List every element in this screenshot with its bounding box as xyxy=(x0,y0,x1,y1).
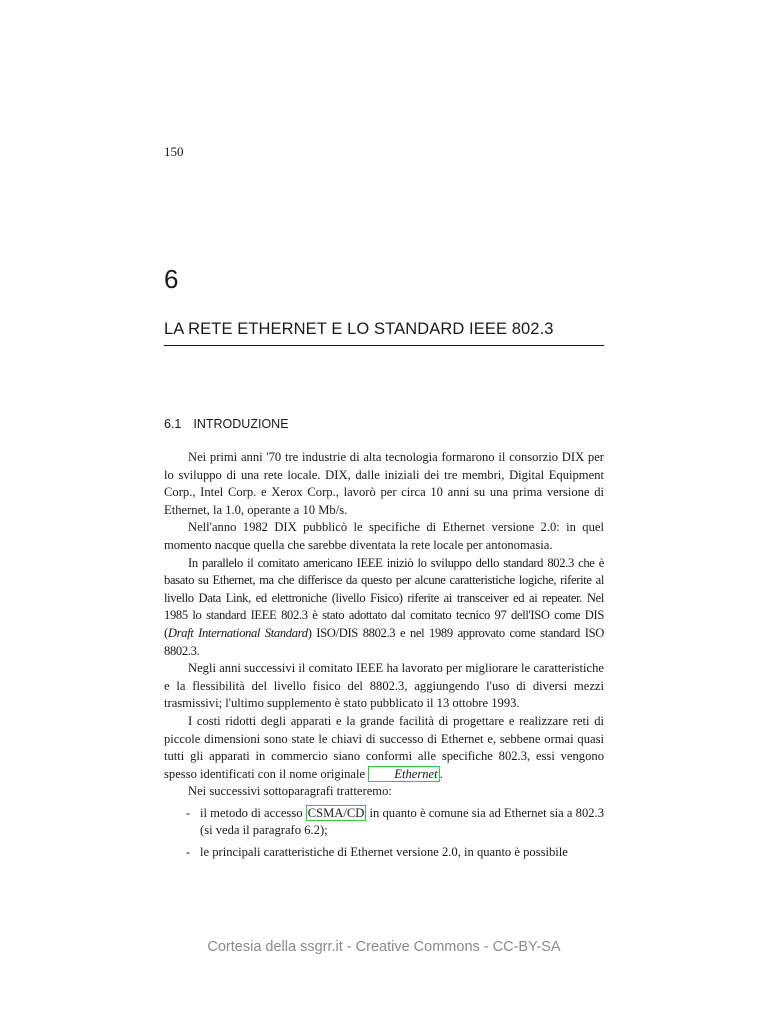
section-number: 6.1 xyxy=(164,417,182,431)
paragraph-5-text-a: I costi ridotti degli apparati e la grande facilità di progettare e realizzare reti di piccole dimensioni sono state le chiavi di successo di Ethernet e, sebbene ormai quasi tutti gli apparati in commercio siano conformi alle specifiche 802.3, essi vengono spesso identificati con il nome originale xyxy=(164,713,604,781)
body-text xyxy=(164,449,604,866)
ethernet-link[interactable]: Ethernet xyxy=(368,766,439,782)
paragraph-6: Nei successivi sottoparagrafi tratteremo: xyxy=(188,784,392,799)
csma-cd-link[interactable]: CSMA/CD xyxy=(307,805,365,820)
topic-list xyxy=(164,805,604,862)
footer-credit: Cortesia della ssgrr.it - Creative Commons - CC-BY-SA xyxy=(207,939,561,955)
paragraph-5 xyxy=(164,713,604,783)
paragraph-5-text-b: . xyxy=(439,766,443,781)
list-dash: - xyxy=(186,845,191,860)
section-title: INTRODUZIONE xyxy=(193,417,289,431)
paragraph-3 xyxy=(164,555,604,661)
paragraph-3-text-b: ) ISO/DIS 8802.3 e nel 1989 approvato come standard ISO 8802.3. xyxy=(164,625,604,658)
chapter-title: LA RETE ETHERNET E LO STANDARD IEEE 802.3 xyxy=(164,320,604,346)
paragraph-2: Nell'anno 1982 DIX pubblicò le specifiche di Ethernet versione 2.0: in quel momento nacque quella che sarebbe diventata la rete locale per antonomasia. xyxy=(164,520,604,552)
list-item xyxy=(164,805,604,840)
paragraph-3-italic: Draft International Standard xyxy=(167,625,308,640)
paragraph-3-text-a: In parallelo il comitato americano IEEE iniziò lo sviluppo dello standard 802.3 che è basato su Ethernet, ma che differisce da questo per alcune caratteristiche logiche, riferite al livello Data Link, ed elettroniche (livello Fisico) riferite ai transceiver ed ai repeater. Nel 1985 lo standard IEEE 802.3 è stato adottato dal comitato tecnico 97 dell'ISO come DIS ( xyxy=(164,555,604,640)
section-heading xyxy=(164,417,289,431)
paragraph-4: Negli anni successivi il comitato IEEE ha lavorato per migliorare le caratteristiche e la flessibilità del livello fisico del 8802.3, aggiungendo l'uso di diversi mezzi trasmissivi; l'ultimo supplemento è stato pubblicato il 13 ottobre 1993. xyxy=(164,661,604,711)
list-item xyxy=(164,844,604,862)
list-item-1-text-a: il metodo di accesso xyxy=(200,805,306,820)
chapter-number: 6 xyxy=(164,264,179,294)
paragraph-1: Nei primi anni '70 tre industrie di alta tecnologia formarono il consorzio DIX per lo sviluppo di una rete locale. DIX, dalle iniziali dei tre membri, Digital Equipment Corp., Intel Corp. e Xerox Corp., lavorò per circa 10 anni su una prima versione di Ethernet, la 1.0, operante a 10 Mb/s. xyxy=(164,450,604,517)
list-item-1-text-b: in quanto è comune sia ad Ethernet sia a 802.3 (si veda il paragrafo 6.2); xyxy=(200,805,604,838)
page-number: 150 xyxy=(164,144,184,159)
list-item-2-text: le principali caratteristiche di Ethernet versione 2.0, in quanto è possibile xyxy=(200,845,568,860)
list-dash: - xyxy=(186,805,191,820)
